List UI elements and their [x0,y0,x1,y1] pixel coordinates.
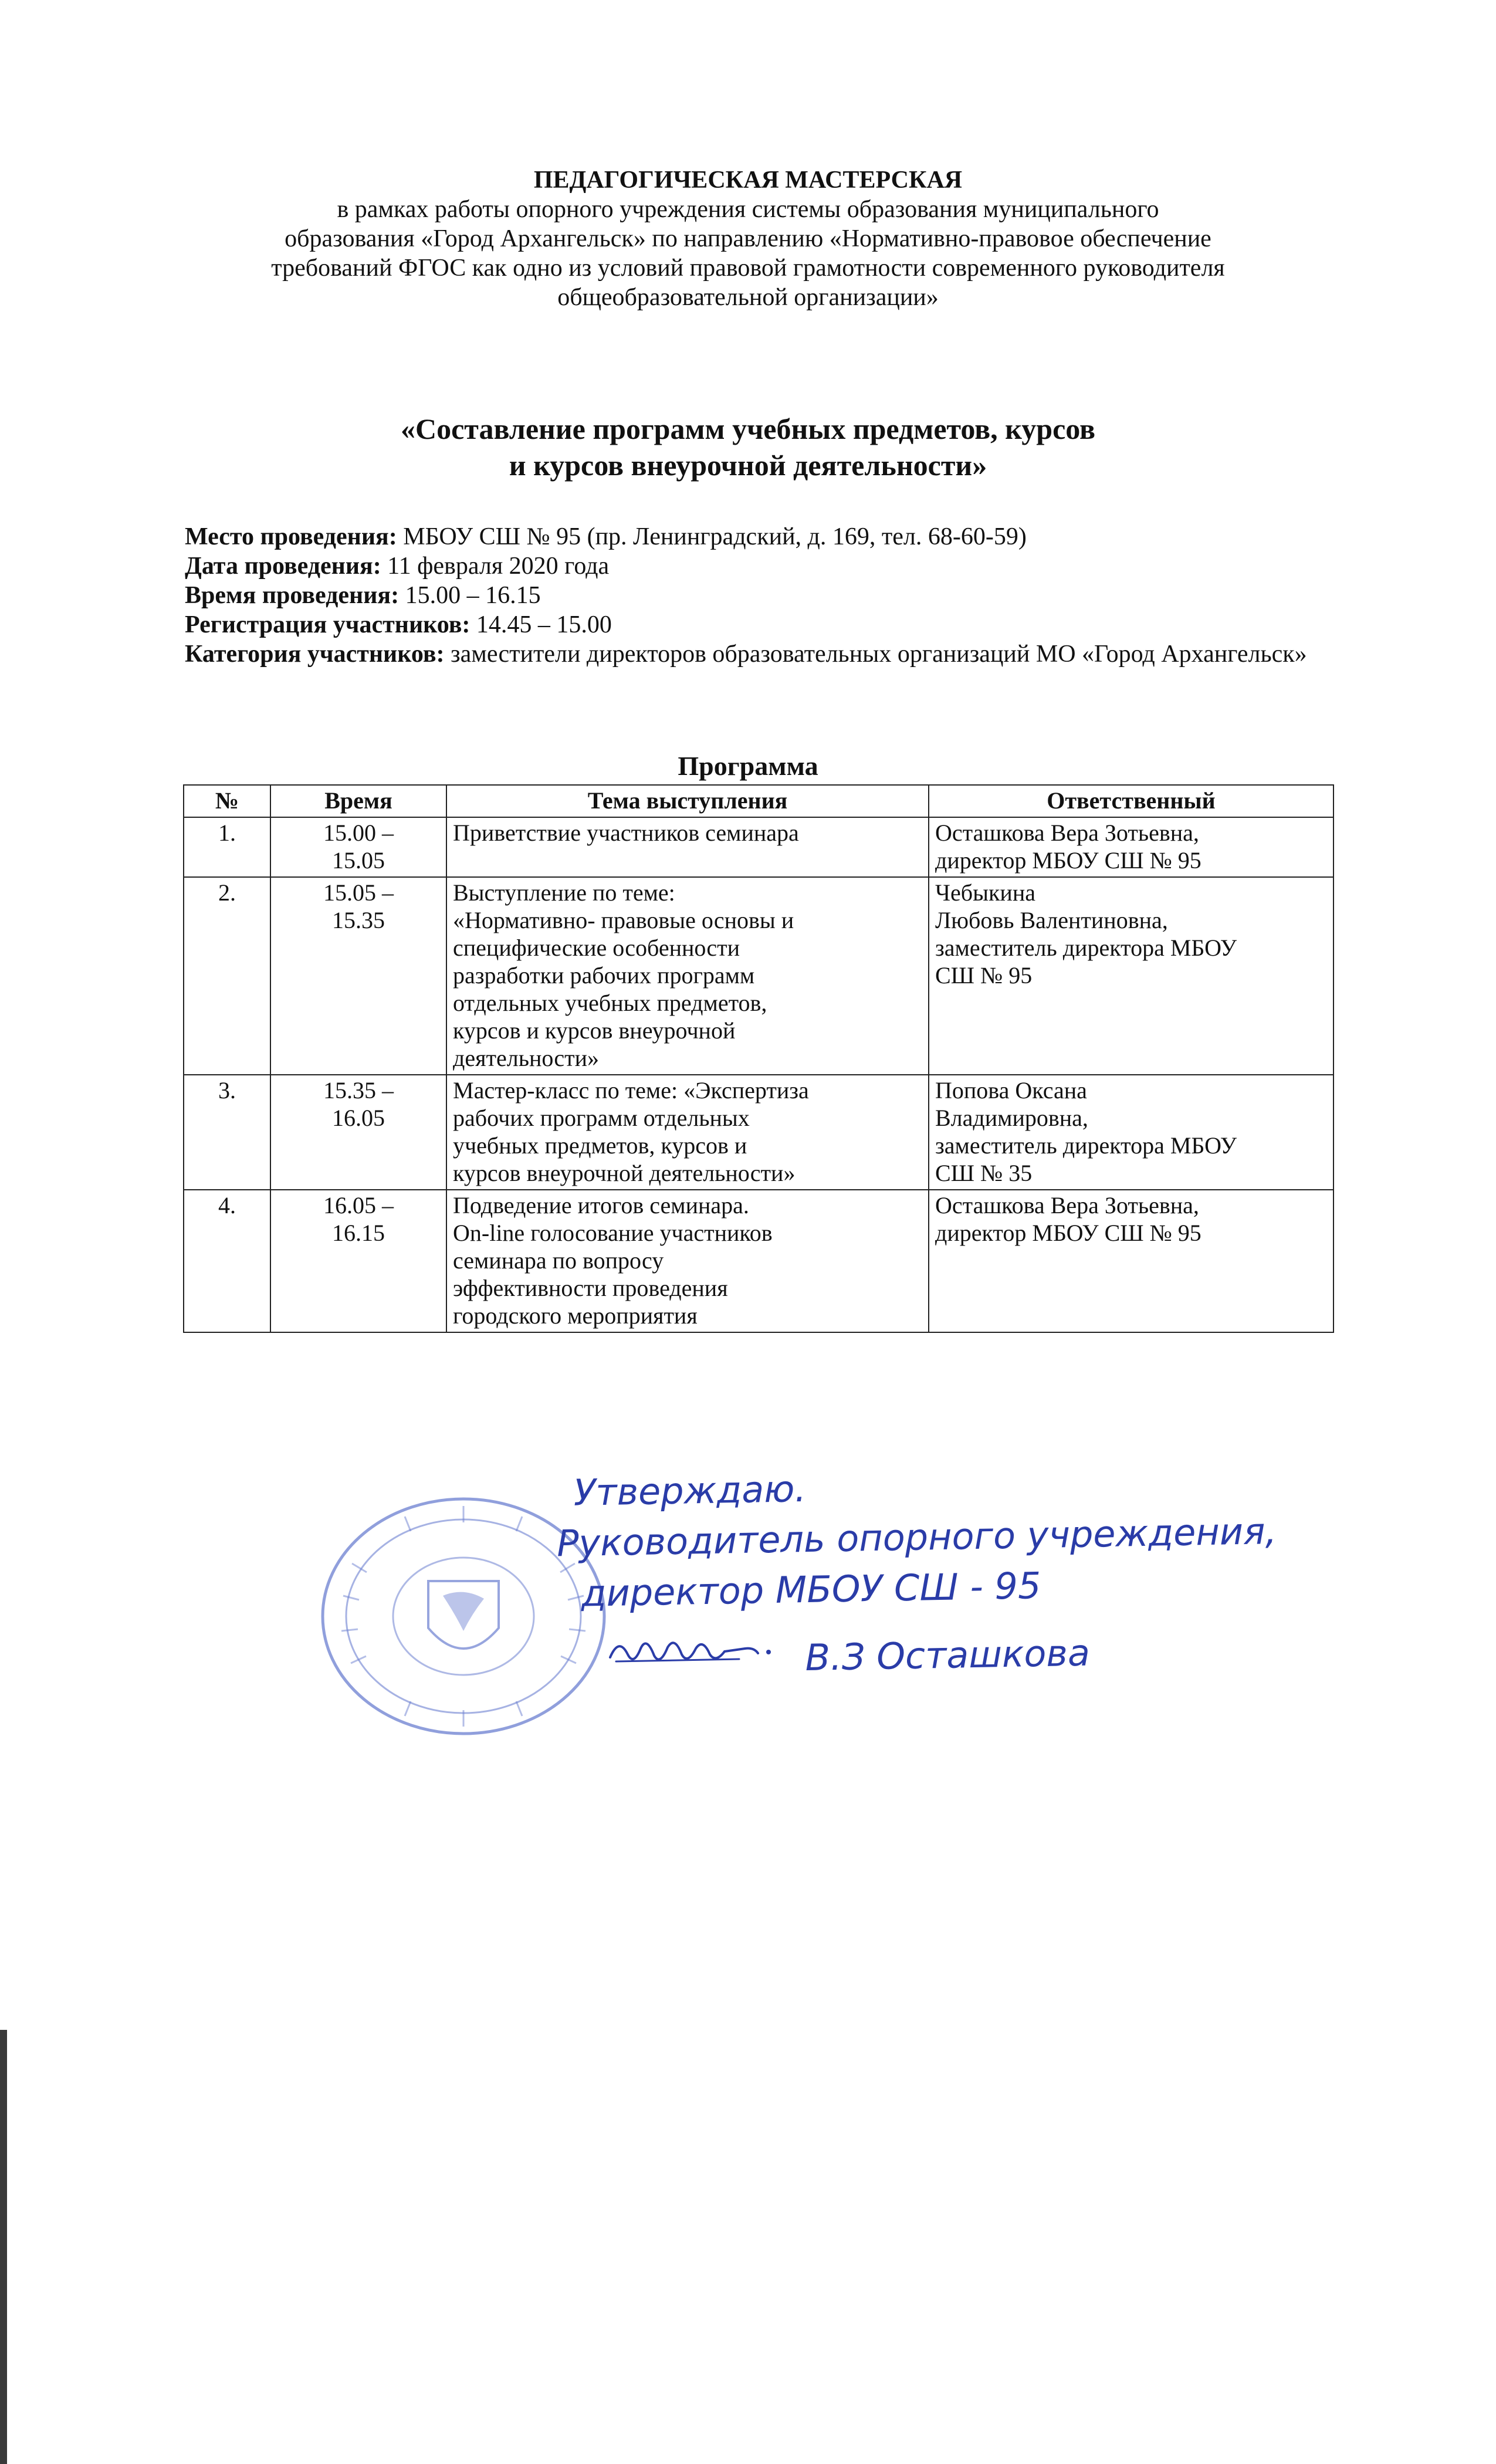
topic-line: курсов внеурочной деятельности» [453,1160,796,1186]
row-number: 3. [184,1075,270,1190]
scan-edge-artifact [0,2030,7,2464]
responsible-line: заместитель директора МБОУ [935,1132,1237,1159]
date-row [185,551,1335,581]
header-line: образования «Город Архангельск» по направлению «Нормативно-правовое обеспечение [285,225,1211,252]
row-responsible [929,1075,1333,1190]
table-row [184,1190,1333,1332]
registration-row [185,610,1335,639]
row-responsible [929,817,1333,877]
time-end: 16.05 [332,1105,385,1131]
registration-value: 14.45 – 15.00 [470,611,612,638]
topic-line: отдельных учебных предметов, [453,990,767,1016]
place-label: Место проведения: [185,523,397,550]
topic-line: рабочих программ отдельных [453,1105,750,1131]
row-responsible [929,1190,1333,1332]
topic-line: «Нормативно- правовые основы и [453,907,794,933]
time-end: 16.15 [332,1220,385,1246]
column-header-number: № [184,785,270,817]
row-topic [446,877,929,1075]
time-end: 15.05 [332,847,385,874]
responsible-line: заместитель директора МБОУ [935,935,1237,961]
category-row [185,639,1335,669]
header-line: в рамках работы опорного учреждения системы образования муниципального [337,196,1159,223]
row-time [270,877,446,1075]
topic-line: деятельности» [453,1045,599,1071]
signature-icon [604,1631,780,1672]
topic-line: эффективности проведения [453,1275,728,1301]
topic-line: разработки рабочих программ [453,962,755,989]
responsible-line: директор МБОУ СШ № 95 [935,847,1201,874]
responsible-line: Чебыкина [935,879,1035,906]
time-start: 15.05 – [323,879,394,906]
topic-line: On-line голосование участников [453,1220,773,1246]
date-value: 11 февраля 2020 года [381,553,610,580]
topic-line: городского мероприятия [453,1302,698,1329]
approval-line: директор МБОУ СШ - 95 [580,1564,1041,1615]
row-time [270,1190,446,1332]
row-number: 4. [184,1190,270,1332]
column-header-time: Время [270,785,446,817]
table-header-row [184,785,1333,817]
event-title-line: и курсов внеурочной деятельности» [509,449,987,482]
responsible-line: СШ № 95 [935,962,1033,989]
header-line: требований ФГОС как одно из условий правовой грамотности современного руководителя [271,255,1225,282]
responsible-line: Попова Оксана [935,1077,1087,1104]
document-header [176,165,1320,312]
event-title [176,411,1320,483]
row-responsible [929,877,1333,1075]
table-row [184,1075,1333,1190]
topic-line: специфические особенности [453,935,740,961]
row-number: 1. [184,817,270,877]
topic-line: учебных предметов, курсов и [453,1132,747,1159]
time-label: Время проведения: [185,582,400,609]
approval-line: Утверждаю. [573,1467,807,1514]
topic-line: Приветствие участников семинара [453,820,799,846]
header-line: общеобразовательной организации» [557,284,939,311]
date-label: Дата проведения: [185,553,381,580]
responsible-line: директор МБОУ СШ № 95 [935,1220,1201,1246]
place-row [185,522,1335,551]
row-topic [446,1075,929,1190]
category-label: Категория участников: [185,641,445,668]
workshop-title: ПЕДАГОГИЧЕСКАЯ МАСТЕРСКАЯ [533,167,963,194]
row-time [270,817,446,877]
row-topic [446,1190,929,1332]
column-header-responsible: Ответственный [929,785,1333,817]
time-value: 15.00 – 16.15 [399,582,541,609]
topic-line: Выступление по теме: [453,879,675,906]
approval-line: Руководитель опорного учреждения, [556,1509,1277,1565]
column-header-topic: Тема выступления [446,785,929,817]
table-row [184,877,1333,1075]
row-topic [446,817,929,877]
table-row [184,817,1333,877]
program-heading: Программа [678,751,818,781]
responsible-line: Любовь Валентиновна, [935,907,1168,933]
approval-signer-name: В.З Осташкова [804,1631,1091,1680]
row-number: 2. [184,877,270,1075]
time-row [185,581,1335,610]
topic-line: семинара по вопросу [453,1247,664,1274]
topic-line: курсов и курсов внеурочной [453,1017,736,1044]
place-value: МБОУ СШ № 95 (пр. Ленинградский, д. 169, тел. 68-60-59) [397,523,1027,550]
event-title-line: «Составление программ учебных предметов, курсов [400,412,1096,445]
topic-line: Подведение итогов семинара. [453,1192,749,1219]
time-end: 15.35 [332,907,385,933]
topic-line: Мастер-класс по теме: «Экспертиза [453,1077,809,1104]
time-start: 15.00 – [323,820,394,846]
time-start: 16.05 – [323,1192,394,1219]
event-info [185,522,1335,669]
time-start: 15.35 – [323,1077,394,1104]
registration-label: Регистрация участников: [185,611,471,638]
program-table [183,784,1334,1333]
responsible-line: Владимировна, [935,1105,1088,1131]
row-time [270,1075,446,1190]
responsible-line: Осташкова Вера Зотьевна, [935,1192,1199,1219]
category-value: заместители директоров образовательных организаций МО «Город Архангельск» [444,641,1307,668]
responsible-line: СШ № 35 [935,1160,1033,1186]
responsible-line: Осташкова Вера Зотьевна, [935,820,1199,846]
